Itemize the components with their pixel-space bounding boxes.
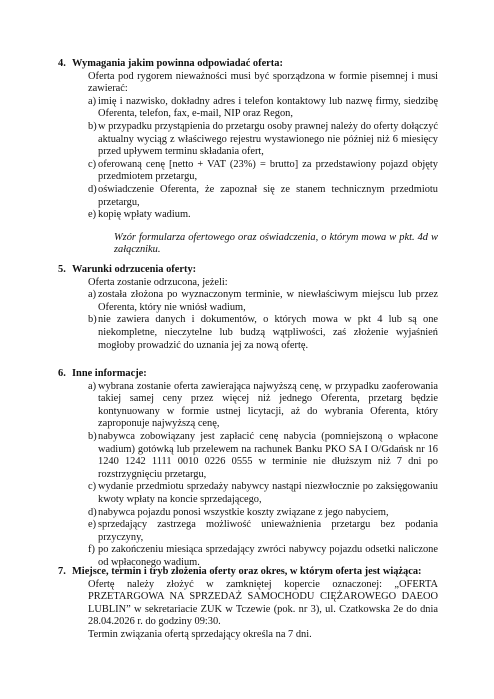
information-list xyxy=(72,381,438,570)
list-marker: b) xyxy=(88,430,97,442)
section-rejection-conditions xyxy=(58,264,438,352)
list-item-text: wybrana zostanie oferta zawierająca najwyższą cenę, w przypadku zaoferowania takiej samej ceny przez więcej niż jednego Oferenta, przetarg będzie kontynuowany w formie ustnej licytacji, aż do wybrania Oferenta, który zaproponuje najwyższą cenę, xyxy=(98,380,438,430)
list-marker: a) xyxy=(88,380,97,392)
submission-instructions: Ofertę należy złożyć w zamkniętej kopercie oznaczonej: „OFERTA PRZETARGOWA NA SPRZEDAŻ SAMOCHODU CIĘŻAROWEGO DAEOO LUBLIN” w sekretariacie ZUK w Tczewie (pok. nr 3), ul. Czatkowska 2e do dnia 28.04.2026 r. do godziny 09:30. xyxy=(88,578,438,628)
list-item xyxy=(72,209,438,222)
list-item-text: imię i nazwisko, dokładny adres i telefon kontaktowy lub nazwę firmy, siedzibę Oferenta, telefon, fax, e-mail, NIP oraz Regon, xyxy=(98,95,438,120)
list-marker: b) xyxy=(88,314,97,326)
binding-period: Termin związania ofertą sprzedający określa na 7 dni. xyxy=(88,628,312,640)
list-item xyxy=(72,159,438,184)
list-marker: a) xyxy=(88,289,97,301)
list-item xyxy=(72,121,438,159)
list-item-text: została złożona po wyznaczonym terminie, w niewłaściwym miejscu lub przez Oferenta, który nie wniósł wadium, xyxy=(98,289,438,313)
list-item xyxy=(72,314,438,352)
section-heading xyxy=(58,264,438,277)
list-item-text: nabywca zobowiązany jest zapłacić cenę nabycia (pomniejszoną o wpłacone wadium) gotówką lub przelewem na rachunek Banku PKO SA I O/Gdańsk nr 16 1240 1242 1111 0010 0226 0555 w terminie nie dłuższym niż 7 dni po rozstrzygnięciu przetargu, xyxy=(98,430,438,480)
section-number: 4. xyxy=(58,58,66,69)
list-item-text: po zakończeniu miesiąca sprzedający zwróci nabywcy pojazdu odsetki naliczone od wpłaconego wadium. xyxy=(98,544,438,568)
section-requirements xyxy=(58,58,438,257)
list-item-text: sprzedający zastrzega możliwość unieważnienia przetargu bez podania przyczyny, xyxy=(98,519,438,543)
list-item xyxy=(72,519,438,544)
list-marker: d) xyxy=(88,506,97,518)
section-heading xyxy=(58,566,438,579)
section-number: 5. xyxy=(58,264,66,275)
section-title: Wymagania jakim powinna odpowiadać oferta: xyxy=(72,58,283,69)
list-item-text: nabywca pojazdu ponosi wszystkie koszty związane z jego nabyciem, xyxy=(98,506,389,518)
requirements-list xyxy=(72,96,438,222)
rejection-list xyxy=(72,289,438,352)
section-title: Warunki odrzucenia oferty: xyxy=(72,264,197,275)
section-heading xyxy=(58,368,438,381)
list-item xyxy=(72,431,438,481)
list-marker: c) xyxy=(88,158,97,170)
list-item-text: w przypadku przystąpienia do przetargu osoby prawnej należy do oferty dołączyć aktualny wyciąg z właściwego rejestru wystawionego nie później niż 6 miesięcy przed upływem terminu składania ofert, xyxy=(98,120,438,158)
section-other-information xyxy=(58,368,438,570)
section-number: 6. xyxy=(58,368,66,379)
list-item xyxy=(72,289,438,314)
section-title: Miejsce, termin i tryb złożenia oferty oraz okres, w którym oferta jest wiążąca: xyxy=(72,566,422,577)
list-marker: d) xyxy=(88,183,97,195)
section-heading xyxy=(58,58,438,71)
section-title: Inne informacje: xyxy=(72,368,147,379)
list-marker: c) xyxy=(88,481,97,493)
list-item xyxy=(72,381,438,431)
section-intro: Oferta zostanie odrzucona, jeżeli: xyxy=(88,276,228,288)
section-submission xyxy=(58,566,438,642)
list-item xyxy=(72,184,438,209)
section-number: 7. xyxy=(58,566,66,577)
list-item xyxy=(72,507,438,520)
list-item-text: oferowaną cenę [netto + VAT (23%) = brutto] za przedstawiony pojazd objęty przedmiotem przetargu, xyxy=(98,158,438,183)
list-marker: e) xyxy=(88,209,97,221)
list-item-text: kopię wpłaty wadium. xyxy=(98,209,191,221)
list-item-text: wydanie przedmiotu sprzedaży nabywcy nastąpi niezwłocznie po zaksięgowaniu kwoty wpłaty na koncie sprzedającego, xyxy=(98,481,438,505)
list-item-text: oświadczenie Oferenta, że zapoznał się ze stanem technicznym przedmiotu przetargu, xyxy=(98,183,438,208)
list-item xyxy=(72,96,438,121)
form-template-note: Wzór formularza ofertowego oraz oświadczenia, o którym mowa w pkt. 4d w załączniku. xyxy=(114,231,438,256)
list-marker: b) xyxy=(88,120,97,132)
list-marker: e) xyxy=(88,519,97,531)
list-item-text: nie zawiera danych i dokumentów, o których mowa w pkt 4 lub są one niekompletne, nieczytelne lub budzą wątpliwości, zaś złożenie wyjaśnień mogłoby prowadzić do uznania jej za nową ofertę. xyxy=(98,314,438,351)
section-intro: Oferta pod rygorem nieważności musi być sporządzona w formie pisemnej i musi zawierać: xyxy=(88,70,438,95)
list-marker: f) xyxy=(88,544,95,556)
list-item xyxy=(72,481,438,506)
list-marker: a) xyxy=(88,95,97,107)
